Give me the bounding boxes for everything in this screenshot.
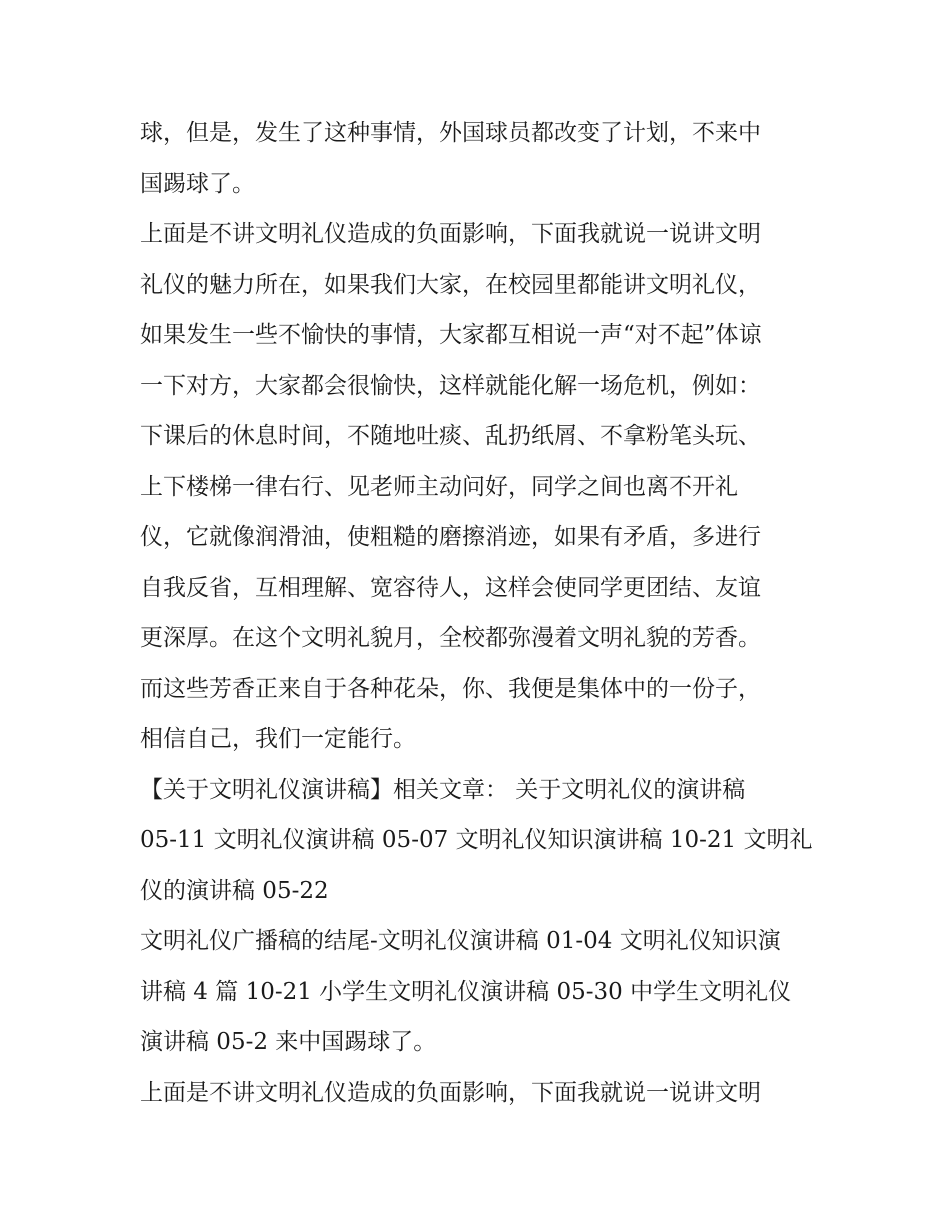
text-line: 礼仪的魅力所在，如果我们大家，在校园里都能讲文明礼仪， — [140, 271, 761, 298]
text-line: 文明礼仪广播稿的结尾-文明礼仪演讲稿 01-04 文明礼仪知识演 — [140, 928, 781, 954]
document-body — [140, 108, 820, 1118]
text-line: 演讲稿 05-2 来中国踢球了。 — [140, 1029, 437, 1055]
text-line: 上下楼梯一律右行、见老师主动问好，同学之间也离不开礼 — [140, 473, 738, 500]
text-line: 05-11 文明礼仪演讲稿 05-07 文明礼仪知识演讲稿 10-21 文明礼 — [140, 827, 813, 853]
text-line: 更深厚。在这个文明礼貌月，全校都弥漫着文明礼貌的芳香。 — [140, 625, 761, 651]
text-line: 下课后的休息时间，不随地吐痰、乱扔纸屑、不拿粉笔头玩、 — [140, 423, 761, 449]
text-line: 上面是不讲文明礼仪造成的负面影响，下面我就说一说讲文明 — [140, 221, 761, 247]
text-line: 而这些芳香正来自于各种花朵，你、我便是集体中的一份子， — [140, 675, 761, 702]
text-line: 仪的演讲稿 05-22 — [140, 877, 329, 904]
text-line: 如果发生一些不愉快的事情，大家都互相说一声“对不起”体谅 — [140, 322, 762, 348]
text-line: 球，但是，发生了这种事情，外国球员都改变了计划，不来中 — [140, 120, 761, 146]
text-line: 讲稿 4 篇 10-21 小学生文明礼仪演讲稿 05-30 中学生文明礼仪 — [140, 978, 792, 1005]
text-line: 自我反省，互相理解、宽容待人，这样会使同学更团结、友谊 — [140, 574, 761, 601]
text-line: 相信自己，我们一定能行。 — [140, 726, 416, 752]
text-line: 国踢球了。 — [140, 170, 255, 197]
text-line: 仪，它就像润滑油，使粗糙的磨擦消迹，如果有矛盾，多进行 — [140, 524, 761, 550]
text-line: 一下对方，大家都会很愉快，这样就能化解一场危机，例如： — [140, 372, 761, 399]
text-line: 【关于文明礼仪演讲稿】相关文章： 关于文明礼仪的演讲稿 — [140, 776, 746, 803]
text-line: 上面是不讲文明礼仪造成的负面影响，下面我就说一说讲文明 — [140, 1079, 761, 1106]
